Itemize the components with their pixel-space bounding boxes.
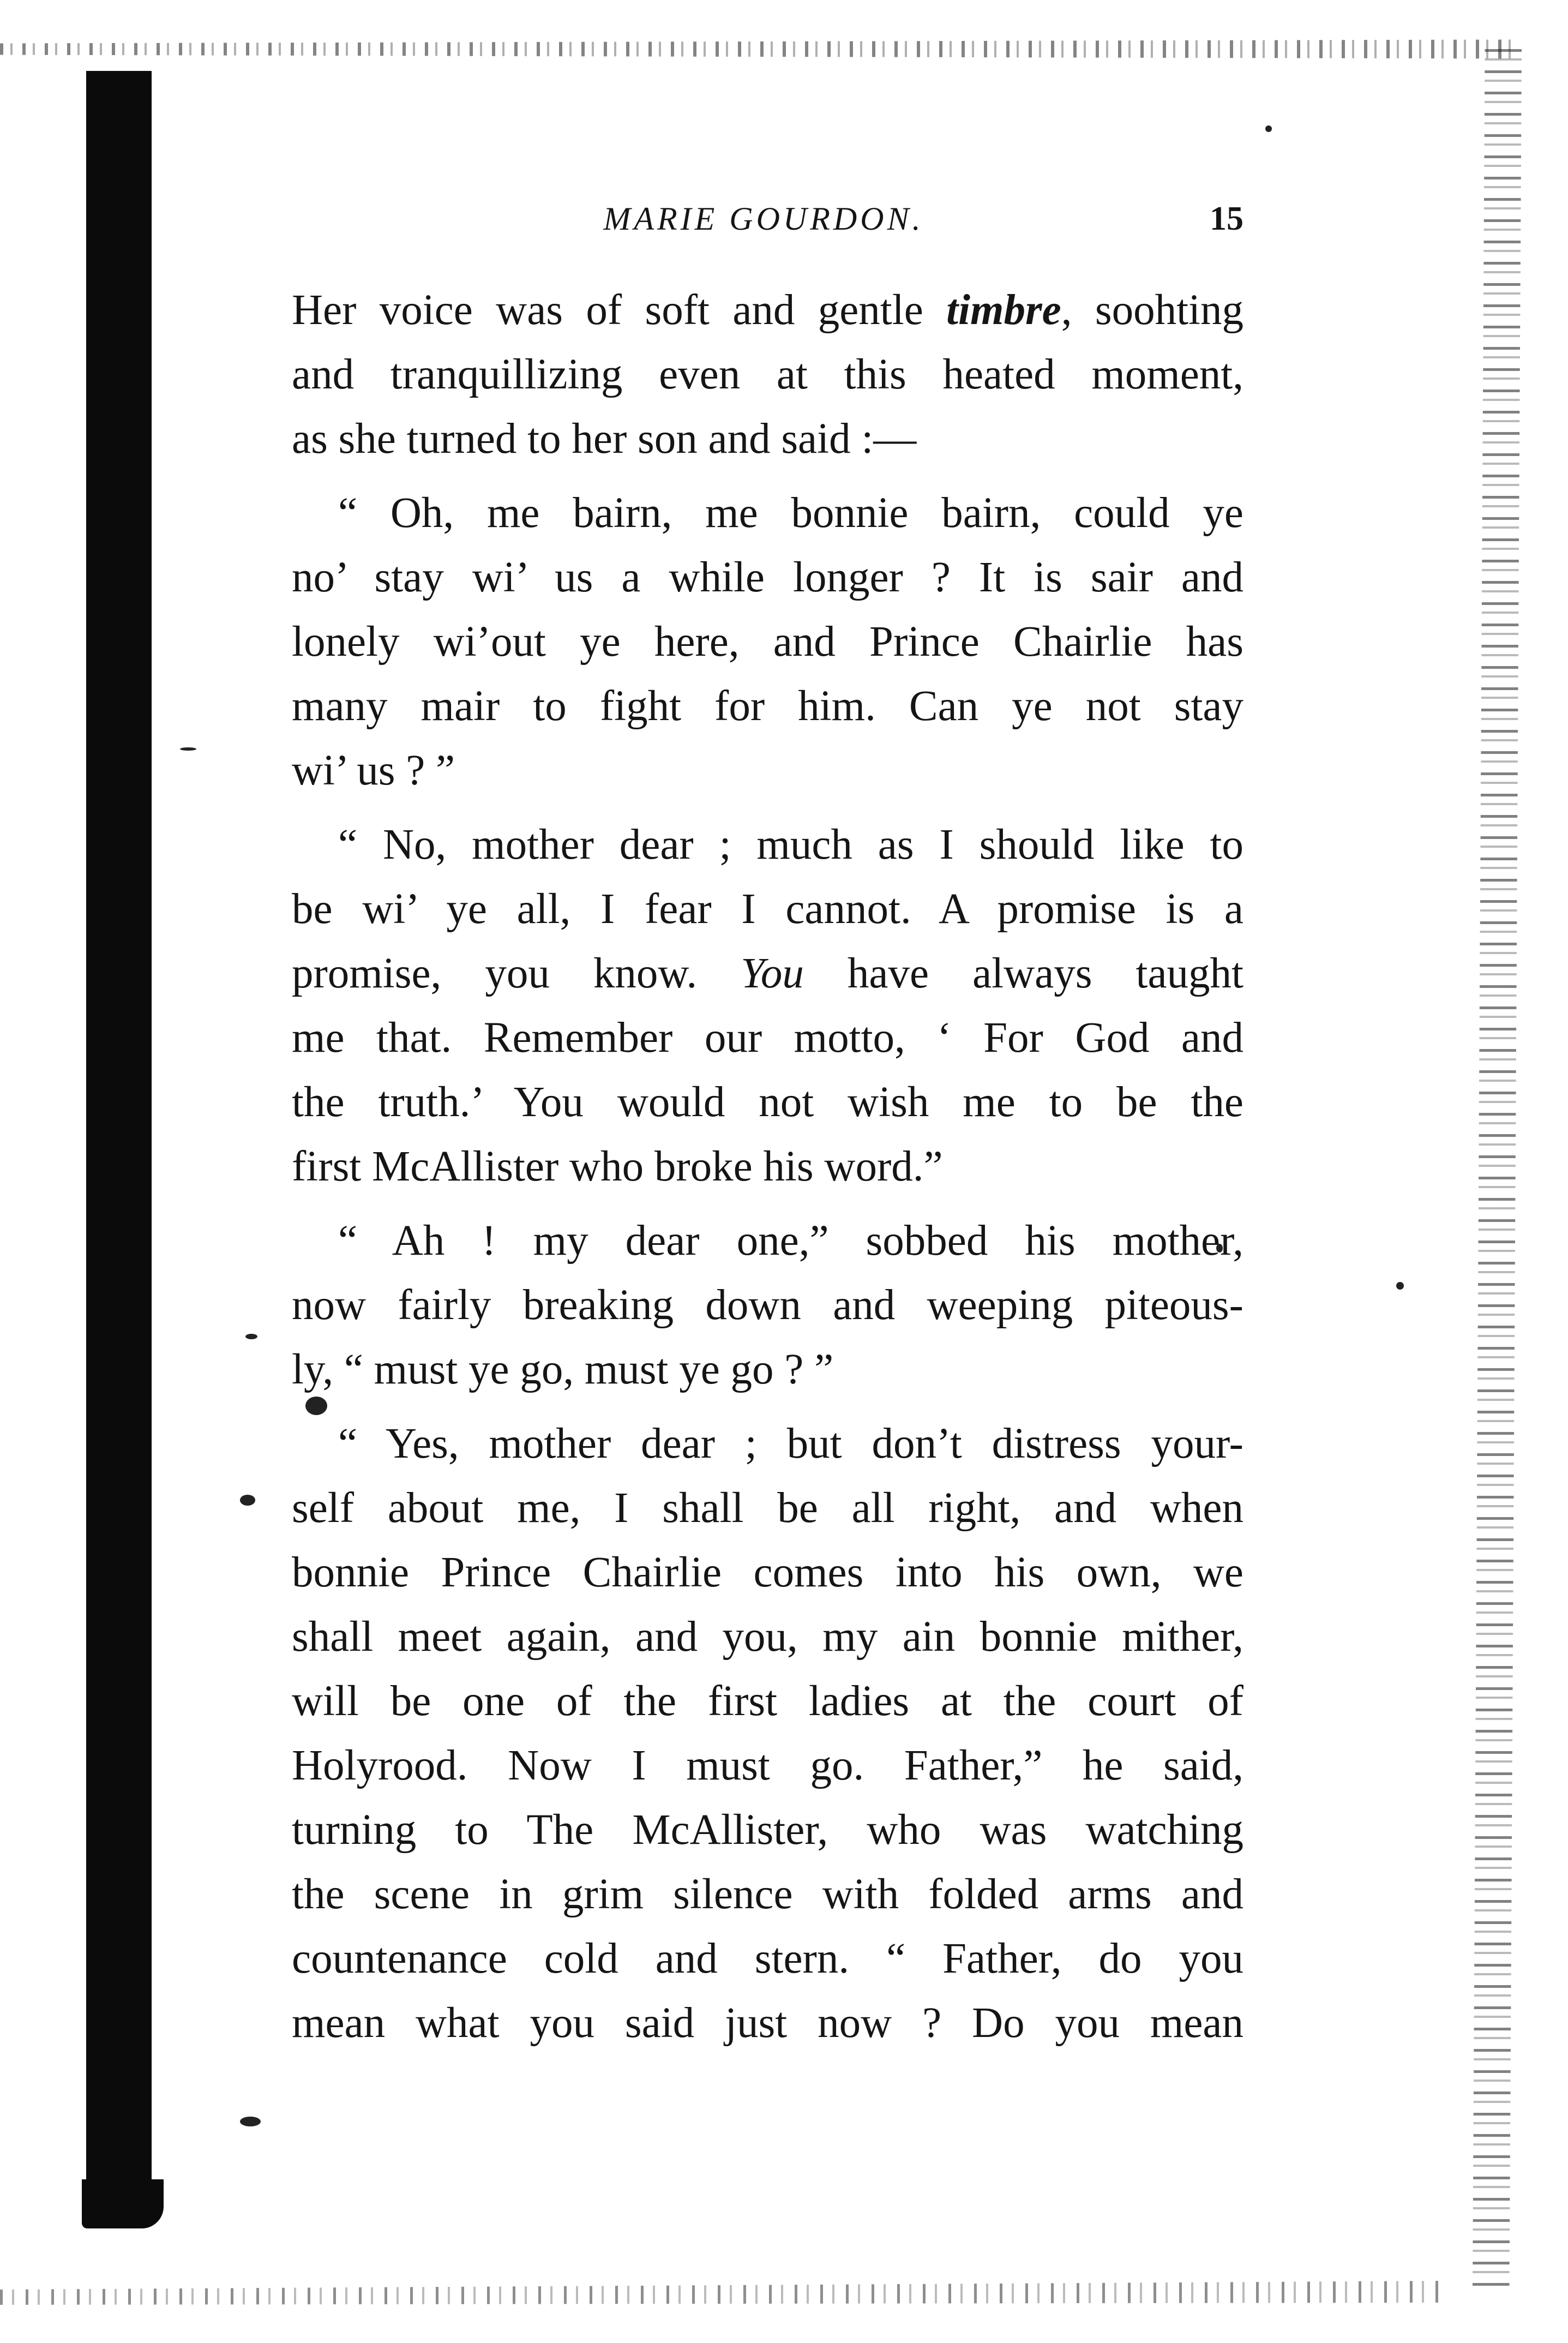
text-segment: lonely wi’out ye here, and Prince Chairlie has xyxy=(292,618,1243,666)
text-segment: be wi’ ye all, I fear I cannot. A promise is a xyxy=(292,885,1243,933)
text-line xyxy=(292,877,1243,942)
text-segment: the scene in grim silence with folded arms and xyxy=(292,1871,1243,1918)
text-segment: first McAllister who broke his word.” xyxy=(292,1143,943,1190)
text-line xyxy=(292,1209,1243,1273)
text-line xyxy=(292,1862,1243,1927)
text-segment: “ Yes, mother dear ; but don’t distress your- xyxy=(338,1420,1243,1467)
text-segment: “ No, mother dear ; much as I should like to xyxy=(338,821,1243,868)
text-segment: have always taught xyxy=(803,950,1243,997)
text-line xyxy=(292,610,1243,674)
text-line xyxy=(292,1669,1243,1734)
book-spine-shadow-foot xyxy=(82,2179,164,2228)
paragraph xyxy=(292,481,1243,803)
text-line xyxy=(292,278,1243,343)
paragraph-gap xyxy=(292,1199,1243,1209)
text-segment: and tranquillizing even at this heated moment, xyxy=(292,351,1243,398)
book-spine-shadow xyxy=(86,71,152,2209)
emphasized-text: You xyxy=(741,950,804,997)
scan-speck xyxy=(1396,1282,1404,1290)
paragraph xyxy=(292,813,1243,1199)
text-segment: shall meet again, and you, my ain bonnie mither, xyxy=(292,1613,1243,1661)
text-segment: as she turned to her son and said :— xyxy=(292,415,917,463)
text-line xyxy=(292,1273,1243,1338)
text-segment: “ Ah ! my dear one,” sobbed his mother, xyxy=(338,1217,1243,1265)
paragraph xyxy=(292,278,1243,471)
scan-speck xyxy=(240,1495,255,1506)
text-segment: no’ stay wi’ us a while longer ? It is sair and xyxy=(292,554,1243,601)
text-segment: turning to The McAllister, who was watching xyxy=(292,1806,1243,1854)
text-line xyxy=(292,1541,1243,1605)
paragraph-gap xyxy=(292,803,1243,813)
text-segment: mean what you said just now ? Do you mean xyxy=(292,1999,1243,2047)
text-line xyxy=(292,813,1243,877)
text-segment: will be one of the first ladies at the court of xyxy=(292,1677,1243,1725)
text-line xyxy=(292,546,1243,610)
page-number: 15 xyxy=(1210,200,1243,237)
paragraph-gap xyxy=(292,1402,1243,1412)
text-line xyxy=(292,1412,1243,1476)
text-line xyxy=(292,343,1243,407)
emphasized-text: timbre xyxy=(946,286,1061,334)
text-line xyxy=(292,1927,1243,1991)
text-segment: bonnie Prince Chairlie comes into his own, we xyxy=(292,1549,1243,1596)
running-title: MARIE GOURDON. xyxy=(603,201,924,237)
text-segment: promise, you know. xyxy=(292,950,741,997)
text-line xyxy=(292,1476,1243,1541)
text-segment: the truth.’ You would not wish me to be the xyxy=(292,1078,1243,1126)
text-line xyxy=(292,481,1243,546)
text-line xyxy=(292,1734,1243,1798)
text-line xyxy=(292,739,1243,803)
paragraph xyxy=(292,1209,1243,1402)
text-segment: Her voice was of soft and gentle xyxy=(292,286,947,334)
text-line xyxy=(292,942,1243,1006)
text-segment: wi’ us ? ” xyxy=(292,747,455,794)
paragraph-gap xyxy=(292,471,1243,481)
text-line xyxy=(292,1135,1243,1199)
text-line xyxy=(292,1605,1243,1669)
text-segment: now fairly breaking down and weeping piteous- xyxy=(292,1281,1243,1329)
text-segment: many mair to fight for him. Can ye not stay xyxy=(292,682,1243,730)
text-segment: Holyrood. Now I must go. Father,” he said, xyxy=(292,1742,1243,1789)
paragraph xyxy=(292,1412,1243,2056)
text-line xyxy=(292,674,1243,739)
scan-top-edge-artifact xyxy=(0,30,1511,68)
scan-bottom-edge-artifact xyxy=(0,2272,1445,2316)
text-line xyxy=(292,1070,1243,1135)
text-segment: “ Oh, me bairn, me bonnie bairn, could ye xyxy=(338,489,1243,537)
scan-right-edge-artifact xyxy=(1440,49,1522,2286)
text-segment: self about me, I shall be all right, and when xyxy=(292,1484,1243,1532)
body-text xyxy=(292,278,1243,2056)
running-head xyxy=(284,194,1243,243)
text-line xyxy=(292,1006,1243,1070)
text-segment: ly, “ must ye go, must ye go ? ” xyxy=(292,1346,834,1393)
scan-speck xyxy=(1265,125,1272,132)
text-segment: , soohting xyxy=(1061,286,1243,334)
text-segment: me that. Remember our motto, ‘ For God and xyxy=(292,1014,1243,1062)
text-line xyxy=(292,1991,1243,2056)
text-line xyxy=(292,407,1243,471)
scan-speck xyxy=(180,747,196,751)
text-line xyxy=(292,1798,1243,1862)
scan-speck xyxy=(245,1334,257,1339)
scan-speck xyxy=(240,2117,261,2126)
text-segment: countenance cold and stern. “ Father, do you xyxy=(292,1935,1243,1982)
text-line xyxy=(292,1338,1243,1402)
